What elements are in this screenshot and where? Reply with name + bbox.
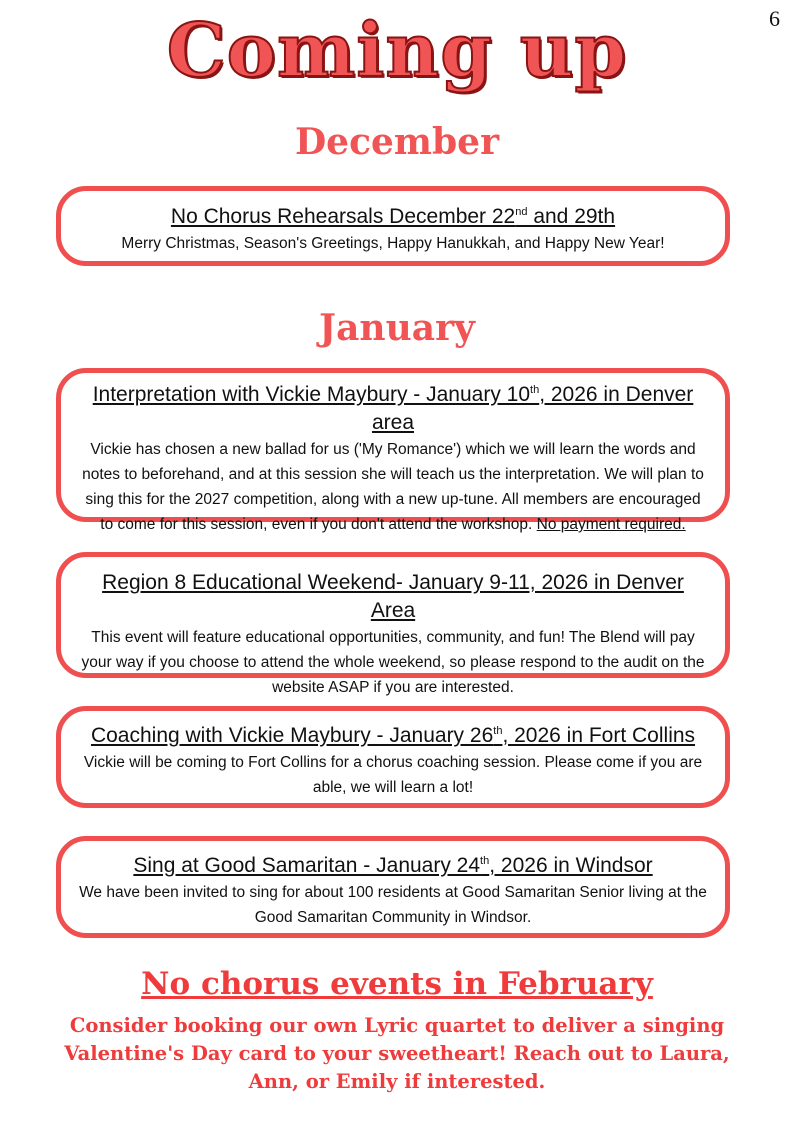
event-title-text-end: and 29th bbox=[527, 205, 616, 228]
event-title bbox=[79, 381, 707, 437]
event-description: Vickie will be coming to Fort Collins for a chorus coaching session. Please come if you are able, we will learn a lot! bbox=[83, 754, 703, 796]
event-description bbox=[79, 437, 707, 537]
event-title: Region 8 Educational Weekend- January 9-11, 2026 in Denver Area bbox=[102, 571, 684, 622]
event-description-text: Vickie has chosen a new ballad for us ('My Romance') which we will learn the words and notes to beforehand, and at this session she will teach us the interpretation. We will plan to sing this for the 2027 competition, along with a new up-tune. All members are encouraged to come for this session, even if you don't attend the workshop. bbox=[82, 441, 704, 533]
event-description: We have been invited to sing for about 100 residents at Good Samaritan Senior living at the Good Samaritan Community in Windsor. bbox=[79, 884, 707, 926]
page-number: 6 bbox=[769, 6, 780, 31]
page-title: Coming up bbox=[166, 8, 628, 94]
event-card-no-rehearsals bbox=[56, 186, 730, 266]
event-description: Merry Christmas, Season's Greetings, Happy Hanukkah, and Happy New Year! bbox=[121, 235, 665, 252]
event-title-superscript: th bbox=[493, 725, 503, 737]
event-title bbox=[79, 852, 707, 880]
february-heading: No chorus events in February bbox=[141, 966, 653, 1002]
event-card-interpretation bbox=[56, 368, 730, 533]
event-description: This event will feature educational opportunities, community, and fun! The Blend will pay your way if you choose to attend the whole weekend, so please respond to the audit on the website ASAP if you are interested. bbox=[81, 629, 705, 696]
event-title-text-end: , 2026 in Windsor bbox=[489, 854, 653, 877]
event-title-superscript: th bbox=[480, 855, 490, 867]
event-title bbox=[79, 722, 707, 750]
event-card-good-samaritan bbox=[56, 836, 730, 938]
event-title-text: Sing at Good Samaritan - January 24 bbox=[133, 854, 481, 877]
no-payment-note: No payment required. bbox=[536, 516, 686, 533]
event-card-coaching bbox=[56, 706, 730, 808]
section-heading-january: January bbox=[319, 307, 475, 349]
february-note: Consider booking our own Lyric quartet to deliver a singing Valentine's Day card to your sweetheart! Reach out to Laura, Ann, or Emily if interested. bbox=[64, 1014, 730, 1093]
event-card-region-8-weekend bbox=[56, 552, 730, 696]
event-title-text-end: , 2026 in Denver area bbox=[371, 383, 694, 434]
event-title-superscript: nd bbox=[515, 206, 528, 218]
event-title-text: Interpretation with Vickie Maybury - January 10 bbox=[92, 383, 531, 406]
event-title-text-end: , 2026 in Fort Collins bbox=[502, 724, 696, 747]
event-title-text: Coaching with Vickie Maybury - January 26 bbox=[90, 724, 494, 747]
event-title bbox=[79, 203, 707, 231]
section-heading-december: December bbox=[294, 121, 500, 163]
event-title-text: No Chorus Rehearsals December 22 bbox=[170, 205, 516, 228]
event-title-superscript: th bbox=[530, 384, 540, 396]
